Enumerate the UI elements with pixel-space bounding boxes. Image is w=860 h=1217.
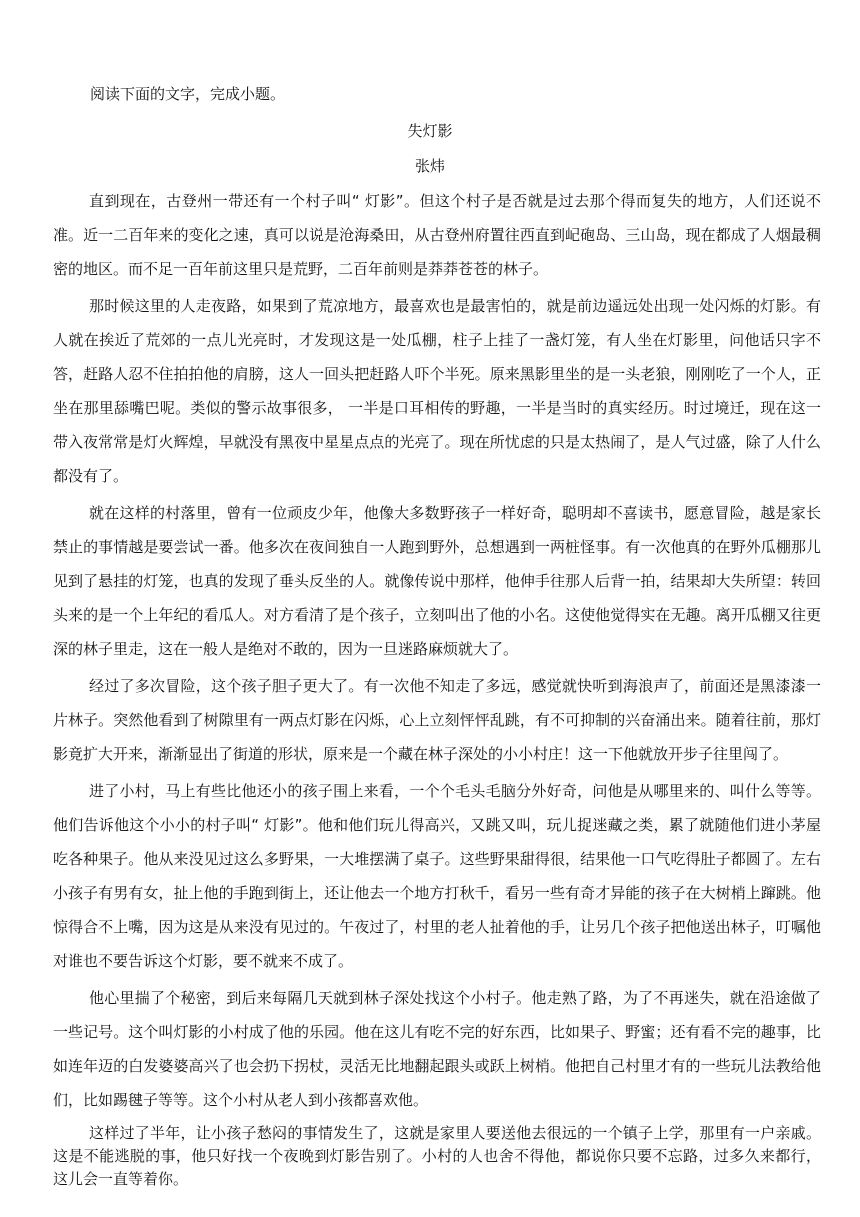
paragraph-4: 经过了多次冒险，这个孩子胆子更大了。有一次他不知走了多远，感觉就快听到海浪声了，前面还是黑漆漆一片林子。突然他看到了树隙里有一两点灯影在闪烁，心上立刻怦怦乱跳，有不可抑制的兴奋涌出来。随着往前，那灯影竟扩大开来，渐渐显出了街道的形状，原来是一个藏在林子深处的小小村庄！这一下他就放开步子往里闯了。 — [53, 677, 821, 763]
article-title: 失灯影 — [407, 122, 453, 140]
paragraph-2: 那时候这里的人走夜路，如果到了荒凉地方，最喜欢也是最害怕的，就是前边遥远处出现一处闪烁的灯影。有人就在挨近了荒郊的一点儿光亮时，才发现这是一处瓜棚，柱子上挂了一盏灯笼，有人坐在灯影里，问他话只字不答，赶路人忍不住拍拍他的肩膀，这人一回头把赶路人吓个半死。原来黑影里坐的是一头老狼，刚刚吃了一个人，正坐在那里舔嘴巴呢。类似的警示故事很多， 一半是口耳相传的野趣，一半是当时的真实经历。时过境迁，现在这一带入夜常常是灯火辉煌，早就没有黑夜中星星点点的光亮了。现在所忧虑的只是太热闹了，是人气过盛，除了人什么都没有了。 — [53, 297, 821, 485]
paragraph-3: 就在这样的村落里，曾有一位顽皮少年，他像大多数野孩子一样好奇，聪明却不喜读书，愿意冒险，越是家长禁止的事情越是要尝试一番。他多次在夜间独自一人跑到野外，总想遇到一两桩怪事。有一次他真的在野外瓜棚那儿见到了悬挂的灯笼，也真的发现了垂头反坐的人。就像传说中那样，他伸手往那人后背一拍，结果却大失所望：转回头来的是一个上年纪的看瓜人。对方看清了是个孩子，立刻叫出了他的小名。这使他觉得实在无趣。离开瓜棚又往更深的林子里走，这在一般人是绝对不敢的，因为一旦迷路麻烦就大了。 — [53, 504, 821, 658]
article-author: 张炜 — [414, 157, 445, 175]
article-body — [53, 184, 821, 1194]
paragraph-1: 直到现在，古登州一带还有一个村子叫“ 灯影”。但这个村子是否就是过去那个得而复失的地方，人们还说不准。近一二百年来的变化之速，真可以说是沧海桑田，从古登州府置往西直到屺砲岛、三山岛，现在都成了人烟最稠密的地区。而不足一百年前这里只是荒野，二百年前则是莽莽苍苍的林子。 — [53, 192, 821, 278]
paragraph-5: 进了小村，马上有些比他还小的孩子围上来看，一个个毛头毛脑分外好奇，问他是从哪里来的、叫什么等等。他们告诉他这个小小的村子叫“ 灯影”。他和他们玩儿得高兴，又跳又叫，玩儿捉迷藏之类，累了就随他们进小茅屋吃各种果子。他从来没见过这么多野果，一大堆摆满了桌子。这些野果甜得很，结果他一口气吃得肚子都圆了。左右小孩子有男有女，扯上他的手跑到街上，还让他去一个地方打秋千，看另一些有奇才异能的孩子在大树梢上蹿跳。他惊得合不上嘴，因为这是从来没有见过的。午夜过了，村里的老人扯着他的手，让另几个孩子把他送出林子，叮嘱他对谁也不要告诉这个灯影，要不就来不成了。 — [53, 782, 821, 970]
paragraph-6: 他心里揣了个秘密，到后来每隔几天就到林子深处找这个小村子。他走熟了路，为了不再迷失，就在沿途做了一些记号。这个叫灯影的小村成了他的乐园。他在这儿有吃不完的好东西，比如果子、野蜜；还有看不完的趣事，比如连年迈的白发婆婆高兴了也会扔下拐杖，灵活无比地翻起跟头或跃上树梢。他把自己村里才有的一些玩儿法教给他们，比如踢毽子等等。这个小村从老人到小孩都喜欢他。 — [53, 989, 821, 1109]
reading-instruction: 阅读下面的文字，完成小题。 — [90, 85, 286, 103]
paragraph-7: 这样过了半年，让小孩子愁闷的事情发生了，这就是家里人要送他去很远的一个镇子上学，那里有一户亲戚。这是不能逃脱的事，他只好找一个夜晚到灯影告别了。小村的人也舍不得他，都说你只要不忘路，过多久来都行， 这儿会一直等着你。 — [53, 1124, 821, 1188]
